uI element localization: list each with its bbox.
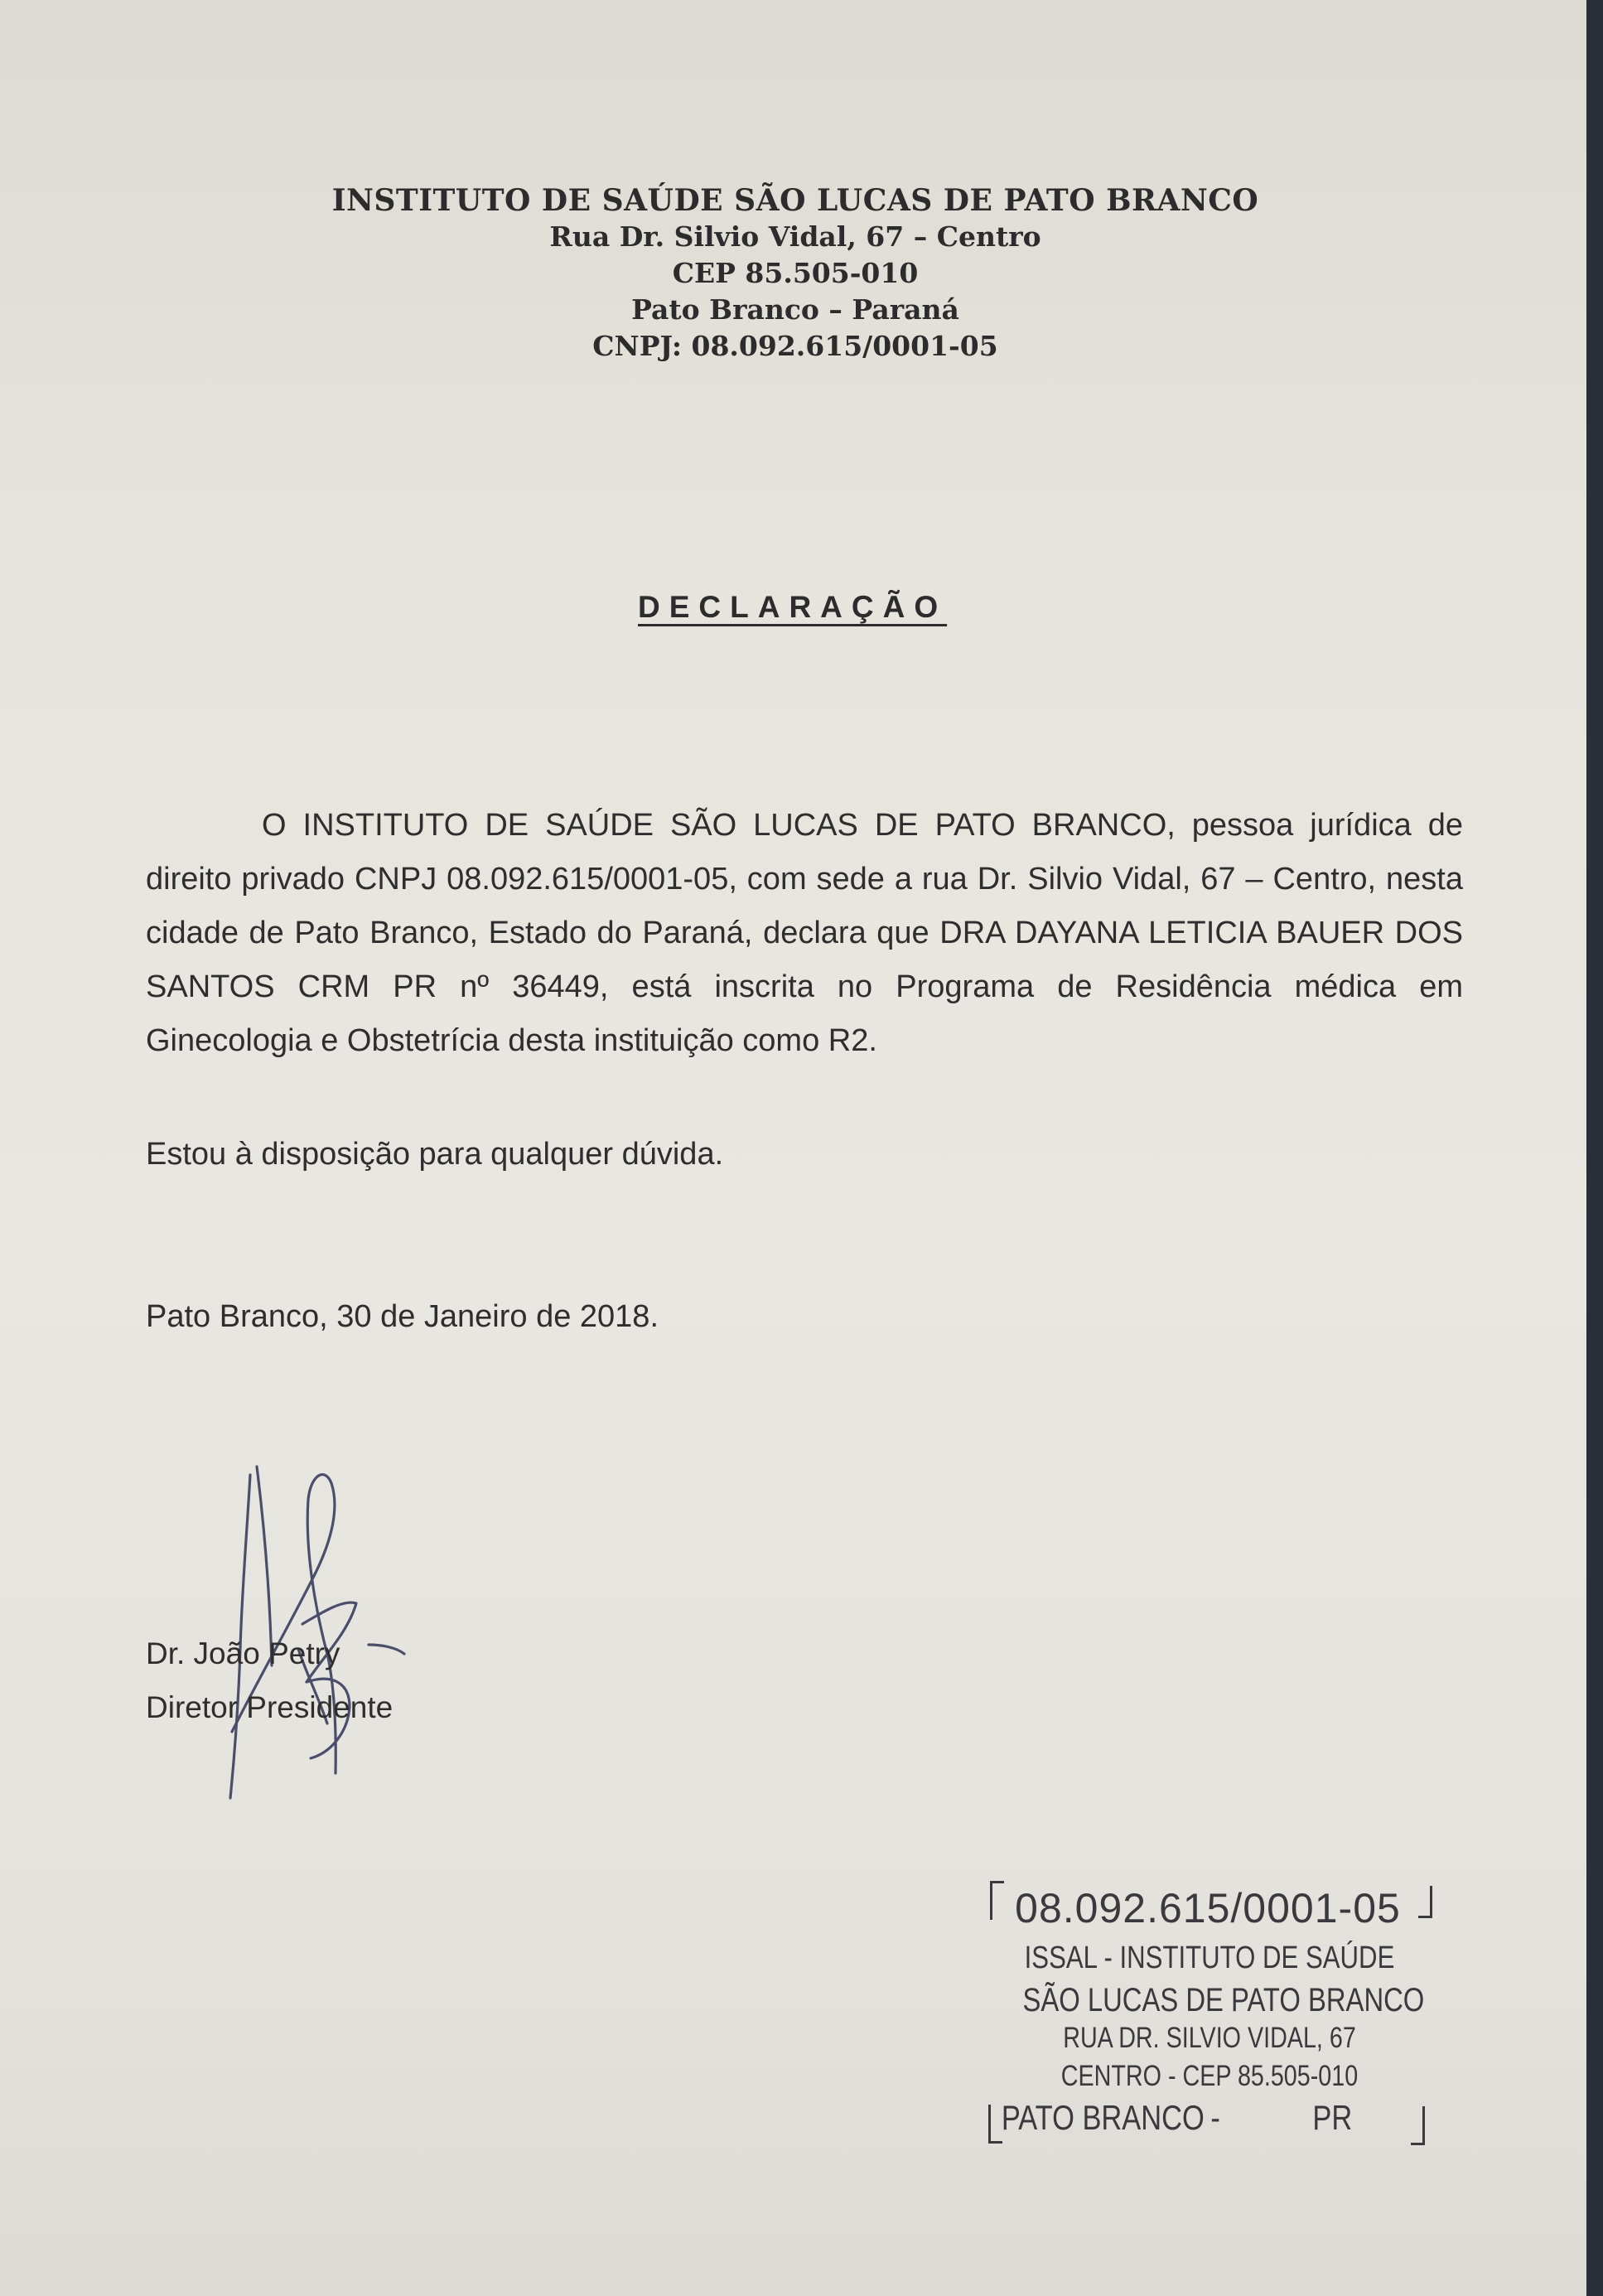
declaration-body: O INSTITUTO DE SAÚDE SÃO LUCAS DE PATO BRANCO, pessoa jurídica de direito privado CNPJ 08.092.615/0001-05, com sede a rua Dr. Silvio Vidal, 67 – Centro, nesta cidade de Pato Branco, Estado do Paraná, declara que DRA DAYANA LETICIA BAUER DOS SANTOS CRM PR nº 36449, está inscrita no Programa de Residência médica em Ginecologia e Obstetrícia desta instituição como R2. (146, 808, 1463, 1058)
stamp-line-1: ISSAL - INSTITUTO DE SAÚDE (1024, 1941, 1395, 1975)
stamp-cnpj: 08.092.615/0001-05 (1015, 1885, 1401, 1931)
stamp-bracket-top-right (1418, 1886, 1432, 1918)
stamp-state: PR (1312, 2098, 1353, 2137)
date-line: Pato Branco, 30 de Janeiro de 2018. (146, 1299, 659, 1334)
stamp-separator: - (1210, 2098, 1220, 2137)
document-title: DECLARAÇÃO (638, 590, 948, 624)
stamp-line-2: SÃO LUCAS DE PATO BRANCO (1022, 1982, 1425, 2018)
stamp-line-3: RUA DR. SILVIO VIDAL, 67 (1063, 2022, 1356, 2054)
institution-stamp (982, 1864, 1437, 2154)
signatory-role: Diretor Presidente (146, 1690, 394, 1724)
institution-cnpj: CNPJ: 08.092.615/0001-05 (592, 330, 998, 362)
stamp-city: PATO BRANCO (1001, 2098, 1205, 2137)
closing-line: Estou à disposição para qualquer dúvida. (146, 1137, 724, 1172)
institution-city: Pato Branco – Paraná (631, 293, 959, 326)
institution-address: Rua Dr. Silvio Vidal, 67 – Centro (549, 220, 1041, 253)
stamp-bracket-bottom-right (1411, 2106, 1425, 2145)
background-edge (1586, 0, 1603, 2296)
handwritten-signature (133, 1433, 431, 1806)
institution-name: INSTITUTO DE SAÚDE SÃO LUCAS DE PATO BRANCO (331, 183, 1259, 218)
institution-cep: CEP 85.505-010 (672, 257, 919, 289)
stamp-line-4: CENTRO - CEP 85.505-010 (1060, 2060, 1359, 2092)
stamp-bracket-bottom-left (988, 2105, 1002, 2144)
letterhead (249, 182, 1342, 365)
signatory-name: Dr. João Petry (146, 1636, 340, 1670)
